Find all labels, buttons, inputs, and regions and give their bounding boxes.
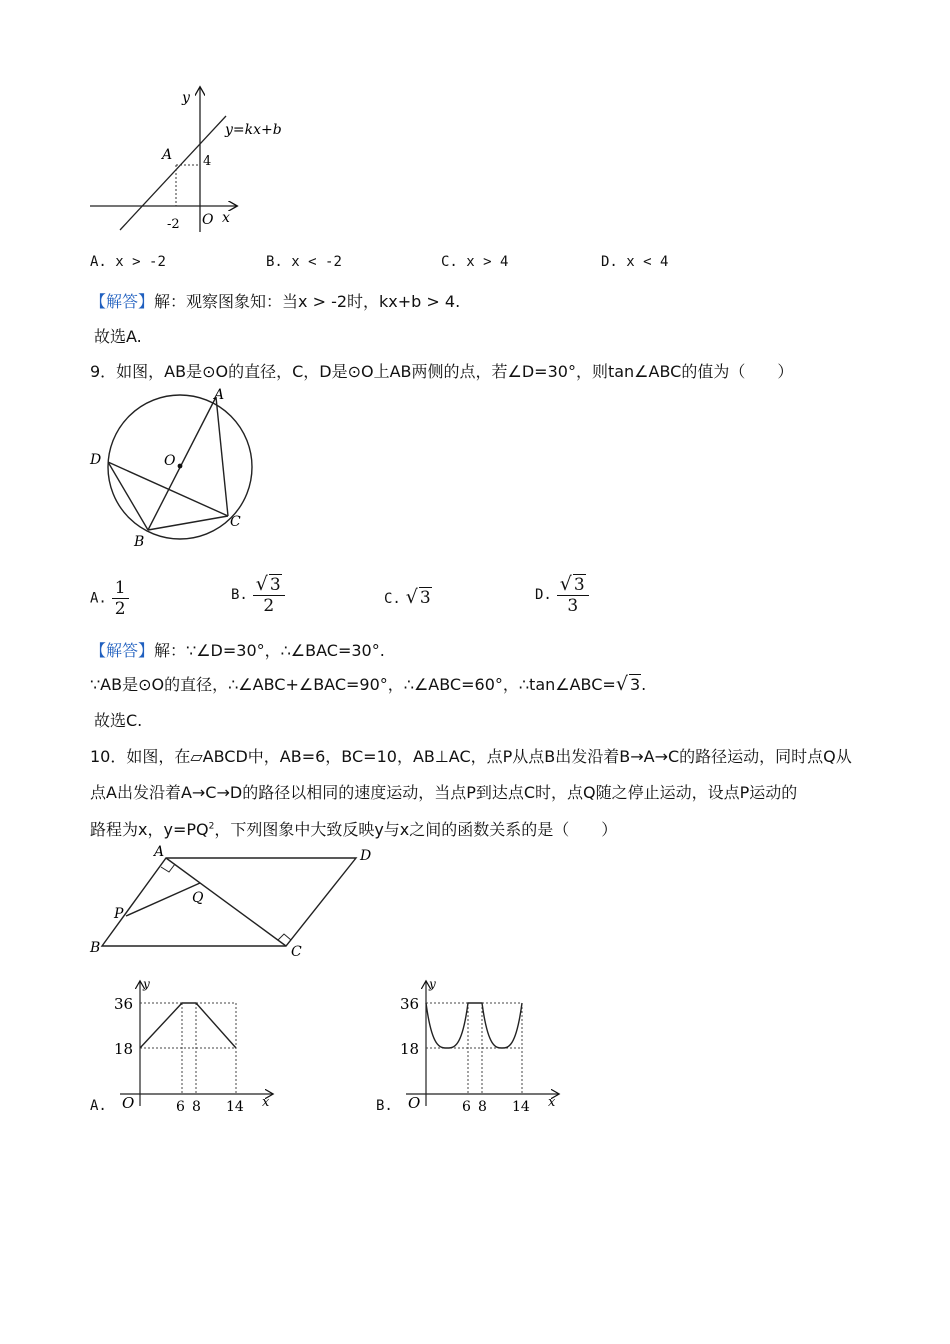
y-label: y — [429, 977, 436, 991]
tick-14: 14 — [226, 1099, 244, 1115]
q10-stem-line2: 点A出发沿着A→C→D的路径以相同的速度运动，当点P到达点C时，点Q随之停止运动，设点P运动的 — [90, 783, 798, 802]
segment-ac — [216, 397, 228, 516]
q9-option-c[interactable]: C. √ 3 — [384, 586, 431, 608]
label-o: O — [164, 453, 176, 469]
label-q: Q — [192, 890, 204, 906]
q10-graph-b — [396, 976, 566, 1116]
q8-conclusion: 故选A. — [94, 327, 142, 346]
x-label: x — [262, 1095, 270, 1110]
label-c: C — [230, 514, 241, 530]
point-a-label: A — [162, 147, 173, 163]
q9-option-b[interactable]: B. $\frac{√ 3}{2}$ — [231, 574, 285, 616]
q10-option-b[interactable]: B. — [376, 1098, 393, 1114]
origin: O — [122, 1094, 135, 1112]
label-d: D — [90, 452, 102, 468]
q10-option-a[interactable]: A. — [90, 1098, 107, 1114]
y-label: y — [182, 90, 190, 106]
y-label: y — [143, 977, 150, 991]
diagonal-ac — [166, 858, 286, 946]
tick-18: 18 — [400, 1040, 420, 1058]
right-angle-c — [278, 934, 291, 940]
x-label: x — [222, 210, 230, 226]
tick-36: 36 — [114, 995, 134, 1013]
q8-answer — [90, 289, 460, 312]
segment-dc — [108, 462, 228, 516]
tick-6: 6 — [462, 1099, 471, 1115]
label-a: A — [154, 844, 165, 860]
line-label: y=kx+b — [225, 122, 282, 138]
origin-label: O — [202, 212, 214, 228]
q9-circle-figure — [86, 384, 266, 554]
neg2-label: -2 — [167, 217, 180, 232]
q9-stem: 9．如图，AB是⊙O的直径，C，D是⊙O上AB两侧的点，若∠D=30°，则tan∠ABC的值为（ ） — [90, 362, 794, 381]
label-c: C — [291, 944, 302, 960]
tick-18: 18 — [114, 1040, 134, 1058]
q9-answer — [90, 638, 385, 661]
parallelogram-abcd — [102, 858, 356, 946]
tick-14: 14 — [512, 1099, 530, 1115]
label-b: B — [134, 534, 145, 550]
curve-a — [140, 1003, 236, 1048]
origin: O — [408, 1094, 421, 1112]
segment-bc — [148, 516, 228, 530]
q10-graph-a — [110, 976, 280, 1116]
tick-8: 8 — [192, 1099, 201, 1115]
answer-line1: 解：∵∠D=30°，∴∠BAC=30°. — [154, 641, 385, 660]
tick-36: 36 — [400, 995, 420, 1013]
q10-stem-line3: 路程为x，$y=PQ^2$，下列图象中大致反映y与x之间的函数关系的是（ ） — [90, 820, 618, 839]
tick-6: 6 — [176, 1099, 185, 1115]
q10-stem-line1: 10．如图，在▱ABCD中，AB=6，BC=10，AB⊥AC，点P从点B出发沿着B→A→C的路径运动，同时点Q从 — [90, 747, 852, 766]
tick-8: 8 — [478, 1099, 487, 1115]
q8-line-graph — [86, 82, 296, 240]
four-label: 4 — [203, 154, 212, 169]
q8-option-b[interactable]: B. x < -2 — [266, 254, 342, 270]
q9-option-a[interactable]: A. $\frac{1}{2}$ — [90, 578, 129, 619]
answer-tag: 【解答】 — [90, 641, 155, 660]
label-a: A — [214, 387, 225, 403]
answer-text: 解：观察图象知：当x > -2时，kx+b > 4. — [154, 292, 461, 311]
segment-pq — [126, 883, 200, 916]
label-p: P — [114, 906, 124, 922]
answer-tag: 【解答】 — [90, 292, 155, 311]
label-b: B — [90, 940, 101, 956]
curve-b — [426, 1003, 522, 1048]
q10-parallelogram-figure — [86, 842, 386, 960]
q8-option-c[interactable]: C. x > 4 — [441, 254, 509, 270]
q9-conclusion: 故选C. — [94, 711, 143, 730]
right-angle-a — [161, 864, 175, 872]
q9-option-d[interactable]: D. $\frac{√ 3}{3}$ — [535, 574, 589, 616]
q8-option-d[interactable]: D. x < 4 — [601, 254, 669, 270]
center-dot — [178, 464, 183, 469]
x-label: x — [548, 1095, 556, 1110]
segment-ab — [148, 397, 216, 530]
q8-option-a[interactable]: A. x > -2 — [90, 254, 166, 270]
label-d: D — [360, 848, 372, 864]
q9-answer-line2: ∵AB是⊙O的直径，∴∠ABC+∠BAC=90°，∴∠ABC=60°，∴tan∠ABC=√ 3. — [90, 673, 647, 695]
